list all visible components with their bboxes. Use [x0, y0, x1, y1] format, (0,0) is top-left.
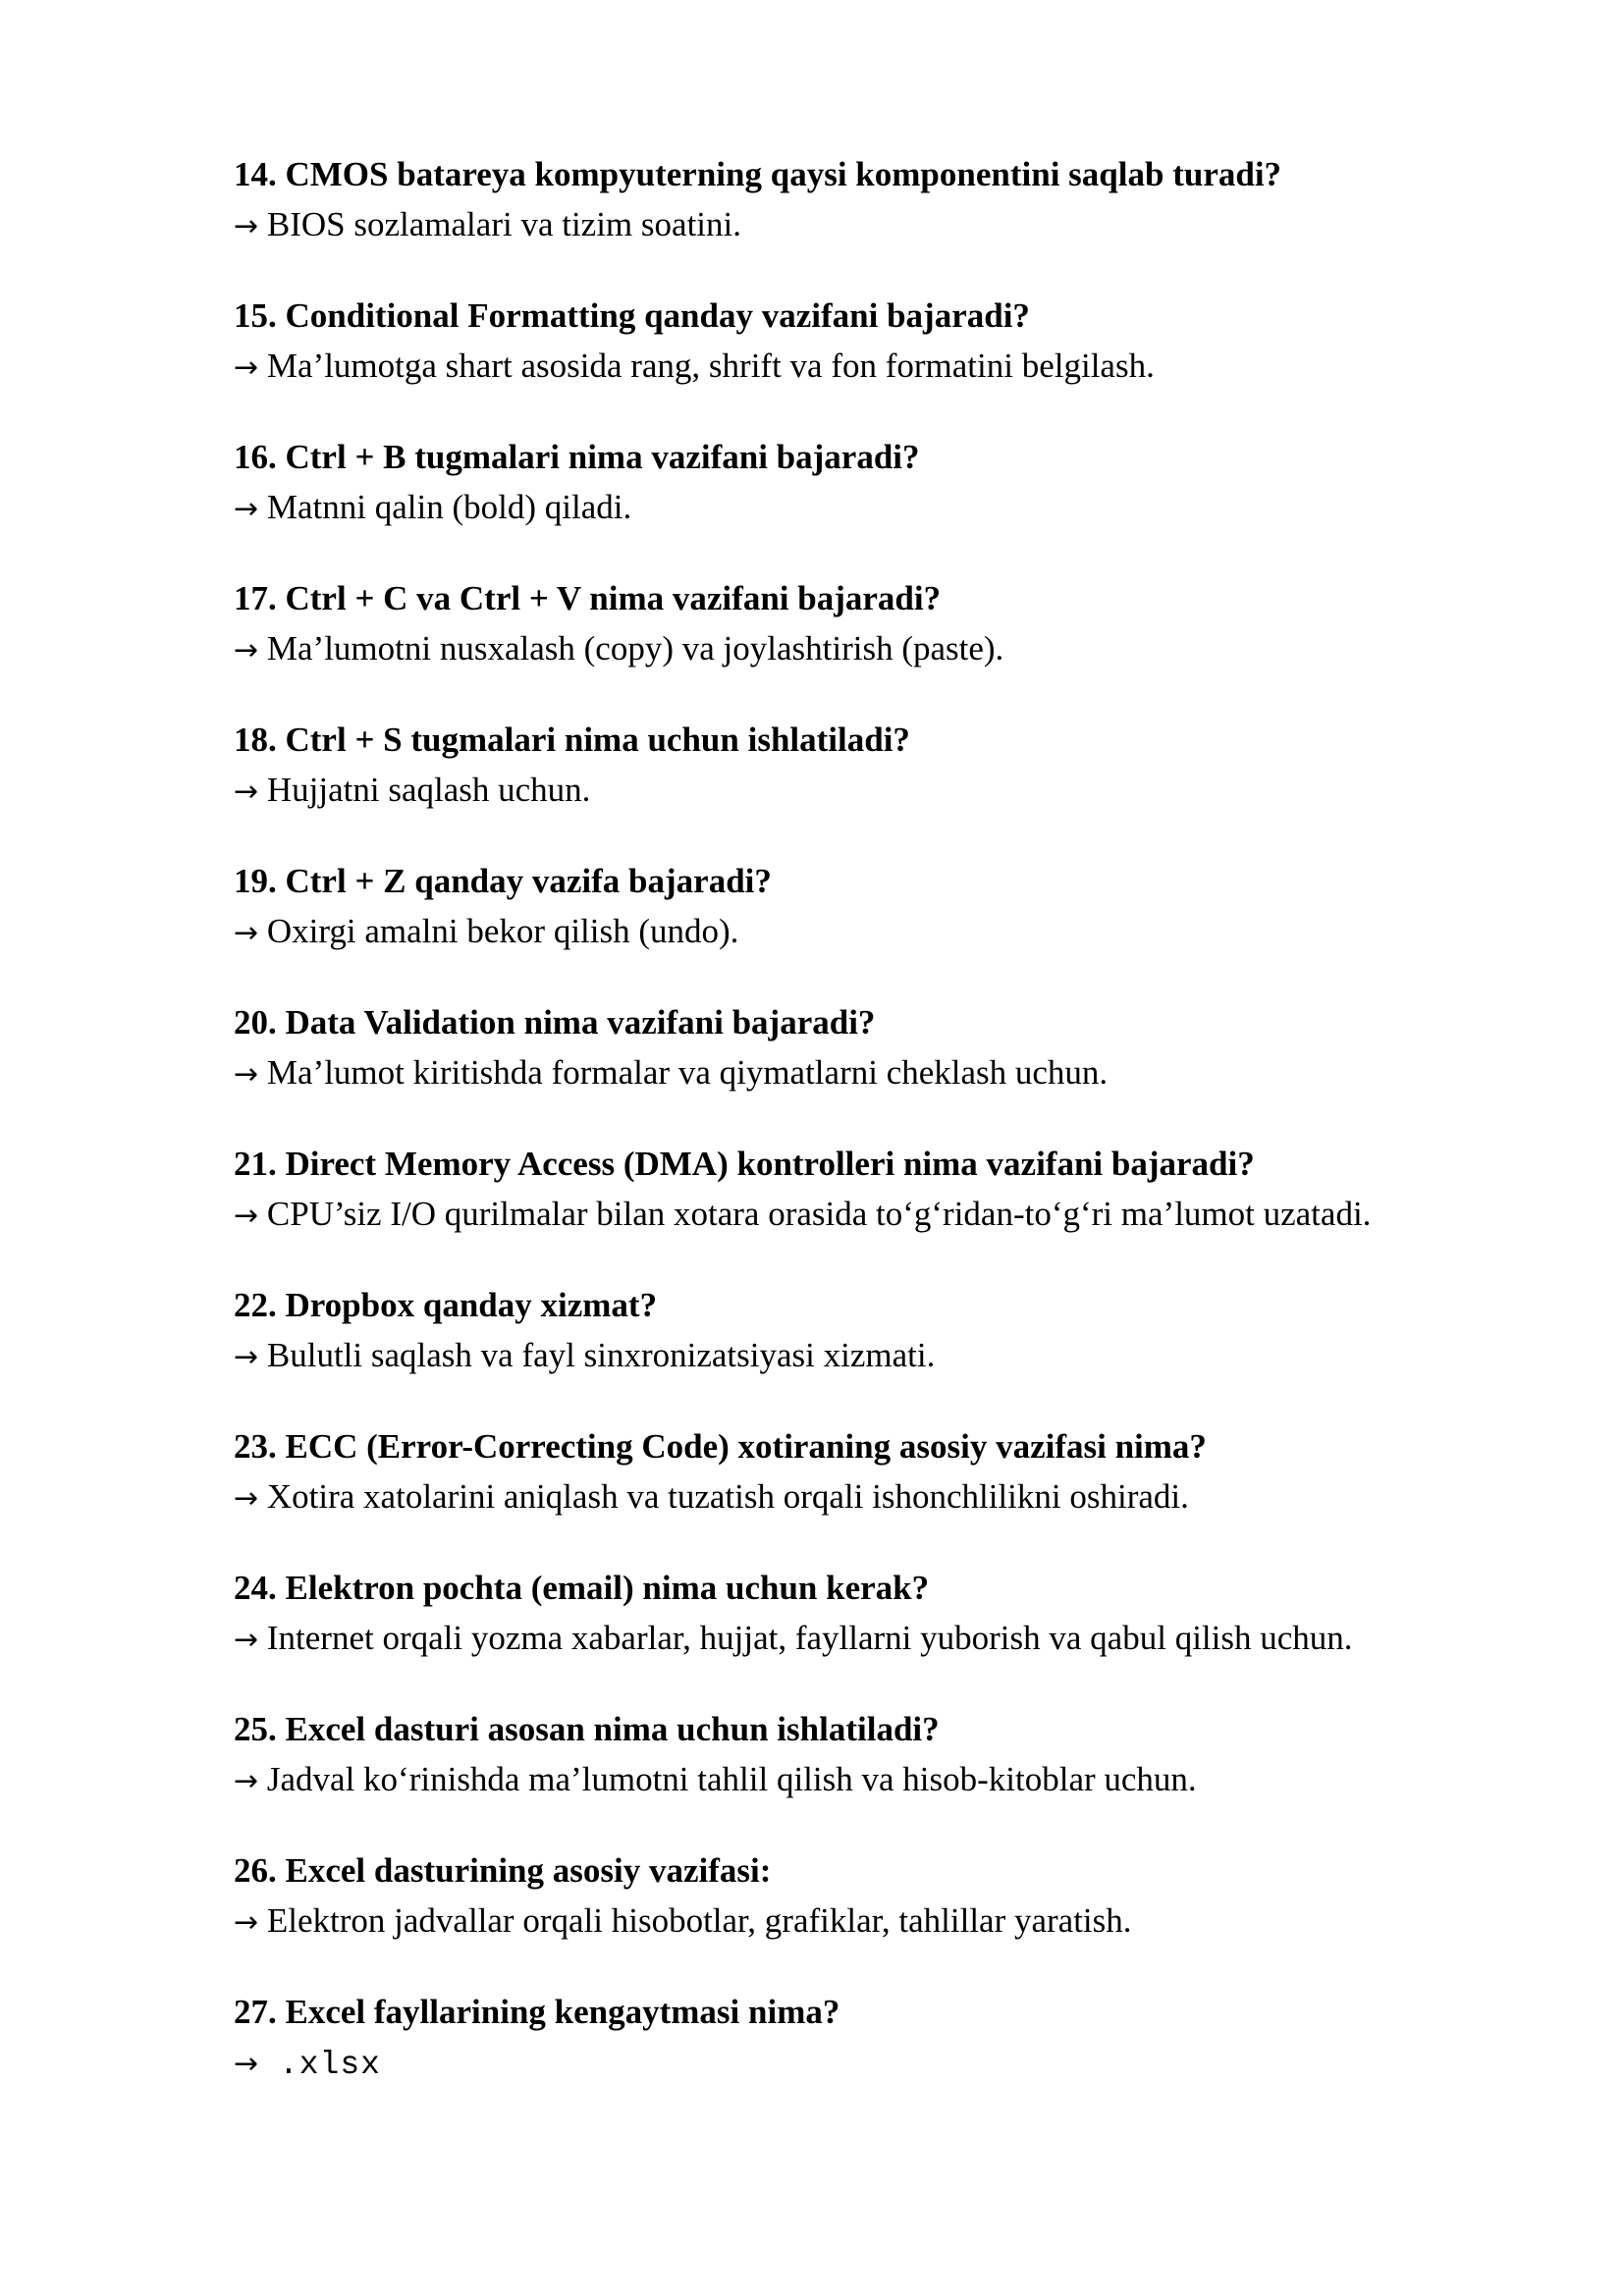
- answer-text: Internet orqali yozma xabarlar, hujjat, fayllarni yuborish va qabul qilish uchun.: [258, 1619, 1353, 1657]
- question-text: 22. Dropbox qanday xizmat?: [234, 1286, 658, 1324]
- right-arrow-icon: →: [234, 350, 259, 385]
- qa-item: [234, 432, 1549, 534]
- answer-line: [234, 200, 1549, 251]
- answer-line: [234, 2038, 1549, 2090]
- answer-text: Ma’lumotni nusxalash (copy) va joylashtirish (paste).: [258, 629, 1004, 667]
- answer-text: Matnni qalin (bold) qiladi.: [258, 488, 632, 526]
- question-text: 17. Ctrl + C va Ctrl + V nima vazifani bajaradi?: [234, 579, 942, 617]
- qa-item: [234, 1704, 1549, 1806]
- answer-text: Ma’lumot kiritishda formalar va qiymatlarni cheklash uchun.: [258, 1053, 1109, 1092]
- answer-line: [234, 342, 1549, 393]
- answer-line: [234, 1048, 1549, 1099]
- answer-text: BIOS sozlamalari va tizim soatini.: [258, 205, 741, 243]
- answer-text: Jadval ko‘rinishda ma’lumotni tahlil qilish va hisob-kitoblar uchun.: [258, 1760, 1197, 1798]
- qa-item: [234, 291, 1549, 393]
- answer-line: [234, 766, 1549, 817]
- right-arrow-icon: →: [234, 1764, 259, 1798]
- answer-line: [234, 1190, 1549, 1241]
- answer-line: [234, 1331, 1549, 1382]
- answer-line: [234, 1472, 1549, 1523]
- question-text: 18. Ctrl + S tugmalari nima uchun ishlatiladi?: [234, 721, 910, 759]
- right-arrow-icon: →: [234, 1623, 259, 1657]
- qa-item: [234, 1563, 1549, 1665]
- question-text: 19. Ctrl + Z qanday vazifa bajaradi?: [234, 862, 772, 900]
- qa-item: [234, 856, 1549, 958]
- answer-text: Oxirgi amalni bekor qilish (undo).: [258, 912, 739, 950]
- right-arrow-icon: →: [234, 916, 259, 950]
- answer-line: [234, 907, 1549, 958]
- question-text: 26. Excel dasturining asosiy vazifasi:: [234, 1851, 772, 1890]
- qa-item: [234, 1845, 1549, 1948]
- right-arrow-icon: →: [234, 1199, 259, 1233]
- file-extension-text: .xlsx: [258, 2047, 381, 2083]
- answer-line: [234, 483, 1549, 534]
- answer-line: [234, 1896, 1549, 1948]
- qa-item: [234, 715, 1549, 817]
- right-arrow-icon: →: [234, 2047, 259, 2081]
- answer-text: Ma’lumotga shart asosida rang, shrift va fon formatini belgilash.: [258, 347, 1155, 385]
- qa-item: [234, 997, 1549, 1099]
- answer-text: Xotira xatolarini aniqlash va tuzatish orqali ishonchlilikni oshiradi.: [258, 1477, 1189, 1516]
- answer-text: Elektron jadvallar orqali hisobotlar, grafiklar, tahlillar yaratish.: [258, 1901, 1132, 1940]
- right-arrow-icon: →: [234, 633, 259, 667]
- right-arrow-icon: →: [234, 1340, 259, 1374]
- right-arrow-icon: →: [234, 209, 259, 243]
- right-arrow-icon: →: [234, 1481, 259, 1516]
- answer-line: [234, 1755, 1549, 1806]
- question-text: 15. Conditional Formatting qanday vazifani bajaradi?: [234, 296, 1030, 335]
- qa-item: [234, 573, 1549, 675]
- right-arrow-icon: →: [234, 1057, 259, 1092]
- question-text: 20. Data Validation nima vazifani bajaradi?: [234, 1003, 876, 1041]
- qa-list: [234, 149, 1549, 2129]
- right-arrow-icon: →: [234, 492, 259, 526]
- question-text: 24. Elektron pochta (email) nima uchun kerak?: [234, 1569, 930, 1607]
- question-text: 16. Ctrl + B tugmalari nima vazifani bajaradi?: [234, 438, 920, 476]
- question-text: 23. ECC (Error-Correcting Code) xotiraning asosiy vazifasi nima?: [234, 1427, 1207, 1466]
- question-text: 25. Excel dasturi asosan nima uchun ishlatiladi?: [234, 1710, 940, 1748]
- question-text: 27. Excel fayllarining kengaytmasi nima?: [234, 1993, 840, 2031]
- qa-item: [234, 149, 1549, 251]
- answer-line: [234, 624, 1549, 675]
- qa-item: [234, 1280, 1549, 1382]
- right-arrow-icon: →: [234, 1905, 259, 1940]
- question-text: 14. CMOS batareya kompyuterning qaysi komponentini saqlab turadi?: [234, 155, 1282, 193]
- qa-item: [234, 1139, 1549, 1241]
- qa-item: [234, 1987, 1549, 2090]
- answer-text: Hujjatni saqlash uchun.: [258, 771, 591, 809]
- qa-item: [234, 1421, 1549, 1523]
- question-text: 21. Direct Memory Access (DMA) kontrolleri nima vazifani bajaradi?: [234, 1145, 1255, 1183]
- answer-text: Bulutli saqlash va fayl sinxronizatsiyasi xizmati.: [258, 1336, 936, 1374]
- answer-text: CPU’siz I/O qurilmalar bilan xotara orasida to‘g‘ridan-to‘g‘ri ma’lumot uzatadi.: [258, 1195, 1372, 1233]
- right-arrow-icon: →: [234, 774, 259, 809]
- answer-line: [234, 1614, 1549, 1665]
